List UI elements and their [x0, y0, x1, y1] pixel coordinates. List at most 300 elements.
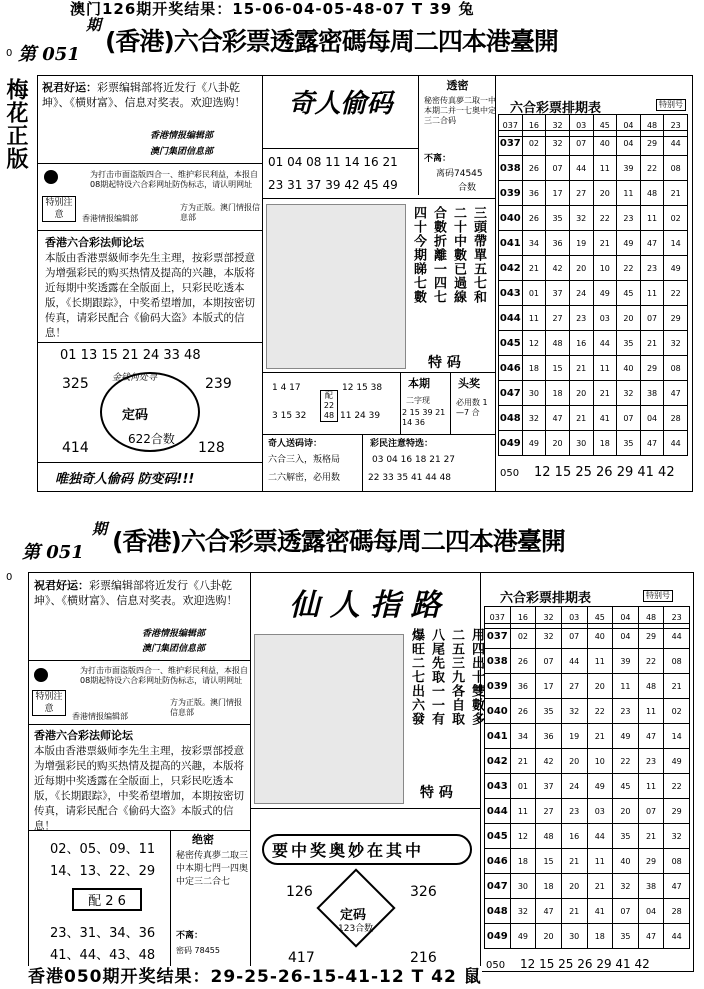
schedule-row-label: 049 — [485, 924, 511, 949]
p2-n-bl: 417 — [288, 950, 315, 966]
schedule-cell: 21 — [587, 724, 613, 749]
schedule-cell: 36 — [522, 181, 546, 206]
p1-forum-body: 本版由香港票級师李先生主理，按彩票部授意为增强彩民的购买热情及提高的兴趣，本版将近每期中奖透露在全版面上，只彩民吃透本版，《长期跟踪》，中奖希望增加，本期按密切传真，请彩民配合《偷码大盗》本版式的信息！ — [45, 252, 255, 339]
p2-schedule-body-table — [484, 623, 690, 949]
schedule-cell: 37 — [546, 281, 570, 306]
schedule-cell: 20 — [561, 749, 587, 774]
schedule-cell: 22 — [617, 256, 641, 281]
schedule-cell: 47 — [536, 899, 562, 924]
p1-vline-3 — [400, 372, 401, 434]
schedule-cell: 07 — [569, 131, 593, 156]
p1-cm-l2: 22 33 35 41 44 48 — [368, 473, 452, 483]
schedule-row-label: 044 — [485, 799, 511, 824]
schedule-cell: 20 — [587, 674, 613, 699]
p1-illustration-figures — [266, 204, 406, 369]
schedule-row-label: 040 — [499, 206, 523, 231]
table-row — [499, 381, 688, 406]
schedule-cell: 29 — [638, 624, 664, 649]
table-row — [499, 206, 688, 231]
p2-tema: 特 码 — [420, 785, 453, 801]
schedule-cell: 22 — [640, 156, 664, 181]
schedule-cell: 41 — [593, 406, 617, 431]
p1-mini-1: 1 4 17 — [272, 383, 301, 393]
schedule-cell: 49 — [593, 281, 617, 306]
schedule-cell: 26 — [510, 699, 536, 724]
p1-sched-title: 六合彩票排期表 — [510, 101, 602, 116]
table-row — [485, 674, 690, 699]
p2-divider-3 — [28, 830, 250, 831]
p2-headline: 仙 人 指 路 — [289, 588, 441, 623]
schedule-cell: 44 — [664, 131, 688, 156]
p2-divider-2 — [28, 724, 250, 725]
schedule-cell: 24 — [561, 774, 587, 799]
p2-poem-3: 八尾先取一一有 — [429, 628, 444, 726]
schedule-cell: 11 — [587, 649, 613, 674]
schedule-cell: 03 — [593, 306, 617, 331]
schedule-cell: 20 — [536, 924, 562, 949]
schedule-row-label: 037 — [499, 131, 523, 156]
schedule-cell: 11 — [593, 356, 617, 381]
p1-notice-sign2: 方为正版。澳门情报信息部 — [180, 203, 260, 222]
schedule-cell: 22 — [587, 699, 613, 724]
p1-cm-title: 彩民注意特选： — [370, 439, 434, 449]
p1-qi-label: 本期 — [408, 377, 430, 390]
schedule-cell: 49 — [664, 749, 690, 774]
p2-notice-label: 特别注意 — [32, 690, 66, 716]
p2-title: (香港)六合彩票透露密碼每周二四本港臺開 — [112, 527, 565, 556]
schedule-row-label: 038 — [499, 156, 523, 181]
p1-tj-sub: 必用数 1—7 合 — [456, 398, 488, 417]
schedule-cell: 48 — [640, 181, 664, 206]
p1-vline-4 — [450, 372, 451, 434]
schedule-cell: 29 — [638, 849, 664, 874]
p2-dept-1: 香港情报编辑部 — [142, 629, 206, 639]
p1-hline-b — [262, 198, 495, 199]
schedule-cell: 20 — [593, 181, 617, 206]
p2-sched-tag: 特别号 — [643, 590, 673, 602]
schedule-cell: 28 — [664, 899, 690, 924]
p1-vline-6 — [495, 75, 496, 492]
p1-issue-number: 第 051 — [18, 44, 80, 65]
schedule-cell: 38 — [638, 874, 664, 899]
p1-side-label: 梅花正版 — [3, 78, 28, 170]
schedule-cell: 12 — [522, 331, 546, 356]
p1-numbers-row: 01 13 15 21 24 33 48 — [60, 348, 201, 363]
schedule-cell: 21 — [664, 674, 690, 699]
schedule-cell: 21 — [561, 849, 587, 874]
p2-greet-title: 祝君好运： — [34, 579, 89, 592]
table-row — [485, 899, 690, 924]
schedule-cell: 22 — [593, 206, 617, 231]
schedule-row-label: 045 — [499, 331, 523, 356]
schedule-cell: 27 — [536, 799, 562, 824]
schedule-cell: 30 — [561, 924, 587, 949]
schedule-cell: 18 — [546, 381, 570, 406]
schedule-cell: 08 — [664, 849, 690, 874]
schedule-cell: 18 — [510, 849, 536, 874]
schedule-cell: 49 — [510, 924, 536, 949]
p1-sched-h7: 23 — [664, 115, 688, 137]
schedule-cell: 16 — [561, 824, 587, 849]
p1-dept-2: 澳门集团信息部 — [150, 147, 214, 157]
table-row — [499, 406, 688, 431]
table-row — [485, 624, 690, 649]
p1-greet-body: 彩票编辑部将近发行《八卦乾坤》、《横财富》、信息对奖表。欢迎选购！ — [42, 81, 246, 109]
schedule-row-label: 041 — [485, 724, 511, 749]
p2-num-line4: 41、44、43、48 — [50, 948, 156, 963]
schedule-cell: 35 — [536, 699, 562, 724]
schedule-cell: 47 — [638, 724, 664, 749]
schedule-row-label: 045 — [485, 824, 511, 849]
table-row — [499, 356, 688, 381]
p2-dm-sub: 123合数 — [338, 924, 374, 934]
p1-tema: 特 码 — [428, 355, 461, 371]
schedule-cell: 42 — [546, 256, 570, 281]
schedule-cell: 11 — [617, 181, 641, 206]
schedule-cell: 34 — [522, 231, 546, 256]
p1-secret-he: 合数 — [458, 183, 477, 193]
schedule-cell: 32 — [613, 874, 639, 899]
p2-corner-mark: 0 — [6, 572, 13, 583]
schedule-cell: 08 — [664, 156, 688, 181]
schedule-cell: 03 — [587, 799, 613, 824]
p2-vline-1 — [250, 572, 251, 972]
p2-sched-h1: 16 — [510, 607, 536, 629]
schedule-cell: 44 — [664, 624, 690, 649]
table-row — [485, 724, 690, 749]
table-row — [499, 306, 688, 331]
schedule-cell: 18 — [536, 874, 562, 899]
schedule-cell: 08 — [664, 649, 690, 674]
schedule-cell: 24 — [569, 281, 593, 306]
p1-greet-title: 祝君好运： — [42, 81, 97, 94]
p1-qr-l1: 六合三入，叛格局 — [268, 455, 341, 465]
p1-headline: 奇人偷码 — [288, 89, 393, 119]
schedule-cell: 20 — [613, 799, 639, 824]
schedule-cell: 40 — [613, 849, 639, 874]
schedule-cell: 47 — [640, 231, 664, 256]
p1-sched-h0: 037 — [499, 115, 523, 137]
p1-n-tl: 325 — [62, 376, 89, 392]
p1-corner-mark: 0 — [6, 48, 13, 59]
schedule-cell: 35 — [546, 206, 570, 231]
schedule-cell: 44 — [561, 649, 587, 674]
schedule-cell: 39 — [617, 156, 641, 181]
schedule-cell: 32 — [510, 899, 536, 924]
schedule-cell: 26 — [510, 649, 536, 674]
p2-sched-h4: 45 — [587, 607, 613, 629]
schedule-cell: 40 — [587, 624, 613, 649]
schedule-cell: 32 — [664, 331, 688, 356]
schedule-cell: 14 — [664, 231, 688, 256]
schedule-cell: 02 — [510, 624, 536, 649]
p2-jm-buli: 不离： — [176, 931, 204, 941]
schedule-cell: 22 — [664, 281, 688, 306]
schedule-cell: 44 — [664, 924, 690, 949]
p2-notice-sign1: 香港情报编辑部 — [72, 712, 128, 721]
p2-num-line1: 02、05、09、11 — [50, 842, 156, 857]
schedule-cell: 30 — [510, 874, 536, 899]
schedule-row-label: 043 — [499, 281, 523, 306]
table-row — [485, 849, 690, 874]
schedule-cell: 26 — [522, 206, 546, 231]
p1-sched-h2: 32 — [546, 115, 570, 137]
schedule-cell: 21 — [569, 406, 593, 431]
schedule-cell: 20 — [561, 874, 587, 899]
table-row — [499, 156, 688, 181]
schedule-row-label: 048 — [485, 899, 511, 924]
p1-dm: 定码 — [122, 408, 149, 423]
p1-dept-1: 香港情报编辑部 — [150, 131, 214, 141]
schedule-row-label: 049 — [499, 431, 523, 456]
schedule-cell: 47 — [640, 431, 664, 456]
schedule-cell: 28 — [664, 406, 688, 431]
schedule-cell: 32 — [664, 824, 690, 849]
p2-issue-number: 第 051 — [22, 542, 84, 563]
p1-cm-l1: 03 04 16 18 21 27 — [372, 455, 456, 465]
schedule-cell: 48 — [638, 674, 664, 699]
p2-issue-qi: 期 — [92, 520, 108, 538]
p2-n-tr: 326 — [410, 884, 437, 900]
p2-sched-h5: 04 — [613, 607, 639, 629]
p1-poem-1: 三頭帶單五七和 — [471, 206, 486, 304]
schedule-cell: 20 — [569, 381, 593, 406]
schedule-cell: 15 — [536, 849, 562, 874]
p2-n-br: 216 — [410, 950, 437, 966]
schedule-cell: 29 — [640, 131, 664, 156]
schedule-cell: 32 — [569, 206, 593, 231]
p1-title: (香港)六合彩票透露密碼每周二四本港臺開 — [105, 27, 558, 56]
schedule-cell: 01 — [510, 774, 536, 799]
p1-hline-a — [262, 148, 418, 149]
p1-notice-sign1: 香港情报编辑部 — [82, 214, 138, 223]
schedule-cell: 30 — [522, 381, 546, 406]
p1-qi-sub: 二字现 — [406, 396, 430, 405]
p1-qr-l2: 二六解密，必用数 — [268, 473, 341, 483]
p1-mini-3: 12 15 38 — [342, 383, 383, 393]
table-row — [485, 924, 690, 949]
schedule-cell: 07 — [561, 624, 587, 649]
p1-hline-c — [262, 372, 495, 373]
schedule-cell: 21 — [569, 356, 593, 381]
schedule-cell: 44 — [664, 431, 688, 456]
schedule-cell: 34 — [510, 724, 536, 749]
schedule-cell: 30 — [569, 431, 593, 456]
p1-qr-title: 奇人送码诗： — [268, 439, 323, 449]
schedule-cell: 49 — [522, 431, 546, 456]
p1-footer-slogan: 唯独奇人偷码 防变码!!! — [55, 472, 195, 487]
schedule-cell: 11 — [587, 849, 613, 874]
schedule-row-label: 044 — [499, 306, 523, 331]
p2-sched-h6: 48 — [638, 607, 664, 629]
p1-vline-2 — [418, 75, 419, 195]
p2-poem-1: 用四出十雙數多 — [469, 628, 484, 726]
p2-jm-body: 秘密传真夢二取三中本期七閂一四奥中定三二合七 — [176, 851, 249, 887]
p2-num-line3: 23、31、34、36 — [50, 926, 156, 941]
schedule-cell: 11 — [638, 774, 664, 799]
schedule-cell: 47 — [664, 381, 688, 406]
schedule-cell: 27 — [561, 674, 587, 699]
p1-divider-1 — [37, 163, 262, 164]
table-row — [485, 749, 690, 774]
schedule-cell: 45 — [613, 774, 639, 799]
p2-pei: 配 2 6 — [72, 888, 142, 911]
table-row — [499, 431, 688, 456]
schedule-cell: 23 — [561, 799, 587, 824]
p1-notice-label: 特别注意 — [42, 196, 76, 222]
p1-sched-body — [498, 130, 688, 456]
schedule-cell: 11 — [640, 281, 664, 306]
schedule-cell: 16 — [569, 331, 593, 356]
schedule-row-label: 046 — [499, 356, 523, 381]
p1-sched-h4: 45 — [593, 115, 617, 137]
p1-secret-body: 秘密传真夢二取一中本期二并一七奥中定三二合码 — [424, 96, 496, 125]
schedule-cell: 19 — [569, 231, 593, 256]
schedule-cell: 23 — [613, 699, 639, 724]
p2-sched-h7: 23 — [664, 607, 690, 629]
schedule-cell: 44 — [587, 824, 613, 849]
p2-sched-title: 六合彩票排期表 — [500, 591, 592, 606]
p2-dm: 定码 — [340, 908, 367, 923]
p2-num-line2: 14、13、22、29 — [50, 864, 156, 879]
schedule-row-label: 039 — [499, 181, 523, 206]
schedule-cell: 32 — [536, 624, 562, 649]
schedule-cell: 10 — [593, 256, 617, 281]
schedule-cell: 21 — [510, 749, 536, 774]
p1-schedule-body-table — [498, 130, 688, 456]
schedule-cell: 04 — [640, 406, 664, 431]
schedule-cell: 45 — [617, 281, 641, 306]
schedule-cell: 49 — [664, 256, 688, 281]
bottom-result-banner: 香港050期开奖结果：29-25-26-15-41-12 T 42 鼠 — [28, 967, 482, 987]
p1-issue-qi: 期 — [86, 16, 102, 34]
schedule-cell: 07 — [546, 156, 570, 181]
schedule-cell: 27 — [546, 306, 570, 331]
schedule-cell: 41 — [587, 899, 613, 924]
schedule-row-label: 040 — [485, 699, 511, 724]
p2-notice-body: 为打击市面盗版四合一、维护彩民利益，本报自08期起特设六合彩网址防伪标志，请认明网址 — [80, 666, 248, 685]
p2-vline-6 — [480, 572, 481, 972]
schedule-row-label: 048 — [499, 406, 523, 431]
p2-forum-body: 本版由香港票級师李先生主理，按彩票部授意为增强彩民的购买热情及提高的兴趣，本版将近每期中奖透露在全版面上，只彩民吃透本版，《长期跟踪》，中奖希望增加，本期按密切传真，请彩民配合《偷码大盗》本版式的信息！ — [34, 745, 244, 832]
schedule-cell: 04 — [613, 624, 639, 649]
p2-divider-1 — [28, 660, 250, 661]
p2-jm: 绝密 — [192, 833, 214, 846]
table-row — [499, 181, 688, 206]
p2-poem-4: 爆旺二七出六發 — [409, 628, 424, 726]
schedule-cell: 02 — [522, 131, 546, 156]
table-row — [485, 774, 690, 799]
schedule-row-label: 041 — [499, 231, 523, 256]
table-row — [485, 649, 690, 674]
schedule-cell: 42 — [536, 749, 562, 774]
p2-sched-h0: 037 — [485, 607, 511, 629]
schedule-cell: 48 — [546, 331, 570, 356]
schedule-cell: 21 — [587, 874, 613, 899]
schedule-cell: 18 — [587, 924, 613, 949]
schedule-row-label: 042 — [485, 749, 511, 774]
p2-arc-text: 要中奖奥妙在其中 — [262, 834, 472, 865]
schedule-cell: 23 — [640, 256, 664, 281]
schedule-cell: 07 — [613, 899, 639, 924]
p1-n-br: 128 — [198, 440, 225, 456]
schedule-cell: 11 — [522, 306, 546, 331]
p1-tj: 头奖 — [458, 377, 480, 390]
schedule-cell: 07 — [638, 799, 664, 824]
p1-sched-h5: 04 — [617, 115, 641, 137]
p2-sched-h2: 32 — [536, 607, 562, 629]
p1-vline-1 — [262, 75, 263, 492]
p2-poem-2: 二五三九各自取 — [449, 628, 464, 726]
p1-secret-title: 透密 — [446, 79, 469, 92]
p1-n-bl: 414 — [62, 440, 89, 456]
schedule-row-label: 038 — [485, 649, 511, 674]
schedule-cell: 21 — [664, 181, 688, 206]
table-row — [485, 874, 690, 899]
p1-vline-5 — [362, 434, 363, 492]
schedule-cell: 44 — [569, 156, 593, 181]
schedule-cell: 01 — [522, 281, 546, 306]
schedule-cell: 23 — [617, 206, 641, 231]
schedule-cell: 15 — [546, 356, 570, 381]
schedule-cell: 40 — [617, 356, 641, 381]
p1-greet — [42, 80, 257, 110]
schedule-row-label: 047 — [499, 381, 523, 406]
p1-sched-h3: 03 — [569, 115, 593, 137]
schedule-row-label: 047 — [485, 874, 511, 899]
p1-sched-h6: 48 — [640, 115, 664, 137]
p1-hline-d — [262, 434, 495, 435]
schedule-cell: 17 — [546, 181, 570, 206]
p1-notice-body: 为打击市面盗版四合一、维护彩民利益，本报自08期起特设六合彩网址防伪标志，请认明网址 — [90, 170, 258, 189]
schedule-cell: 47 — [664, 874, 690, 899]
schedule-cell: 32 — [561, 699, 587, 724]
schedule-cell: 27 — [569, 181, 593, 206]
schedule-cell: 21 — [561, 899, 587, 924]
schedule-row-label: 042 — [499, 256, 523, 281]
schedule-cell: 32 — [617, 381, 641, 406]
p2-dept-2: 澳门集团信息部 — [142, 644, 206, 654]
p2-greet-body: 彩票编辑部将近发行《八卦乾坤》、《横财富》、信息对奖表。欢迎选购！ — [34, 579, 238, 607]
schedule-cell: 49 — [613, 724, 639, 749]
schedule-cell: 12 — [510, 824, 536, 849]
p1-hl-row2: 23 31 37 39 42 45 49 — [268, 178, 398, 192]
schedule-row-label: 039 — [485, 674, 511, 699]
schedule-row-label: 046 — [485, 849, 511, 874]
schedule-cell: 11 — [640, 206, 664, 231]
schedule-cell: 19 — [561, 724, 587, 749]
schedule-cell: 22 — [613, 749, 639, 774]
p1-n-tr: 239 — [205, 376, 232, 392]
schedule-cell: 21 — [640, 331, 664, 356]
schedule-cell: 21 — [593, 231, 617, 256]
schedule-cell: 29 — [640, 356, 664, 381]
schedule-cell: 22 — [664, 774, 690, 799]
table-row — [485, 799, 690, 824]
p2-sched-050-nums: 12 15 25 26 29 41 42 — [520, 957, 650, 971]
schedule-cell: 14 — [664, 724, 690, 749]
schedule-cell: 47 — [546, 406, 570, 431]
schedule-cell: 48 — [536, 824, 562, 849]
schedule-cell: 26 — [522, 156, 546, 181]
schedule-cell: 35 — [613, 824, 639, 849]
p1-poem-2: 二十中數已過線 — [451, 206, 466, 304]
schedule-cell: 07 — [536, 649, 562, 674]
p1-mini-2: 3 15 32 — [272, 411, 307, 421]
schedule-cell: 32 — [546, 131, 570, 156]
schedule-cell: 17 — [536, 674, 562, 699]
p1-sched-050-nums: 12 15 25 26 29 41 42 — [534, 465, 675, 480]
